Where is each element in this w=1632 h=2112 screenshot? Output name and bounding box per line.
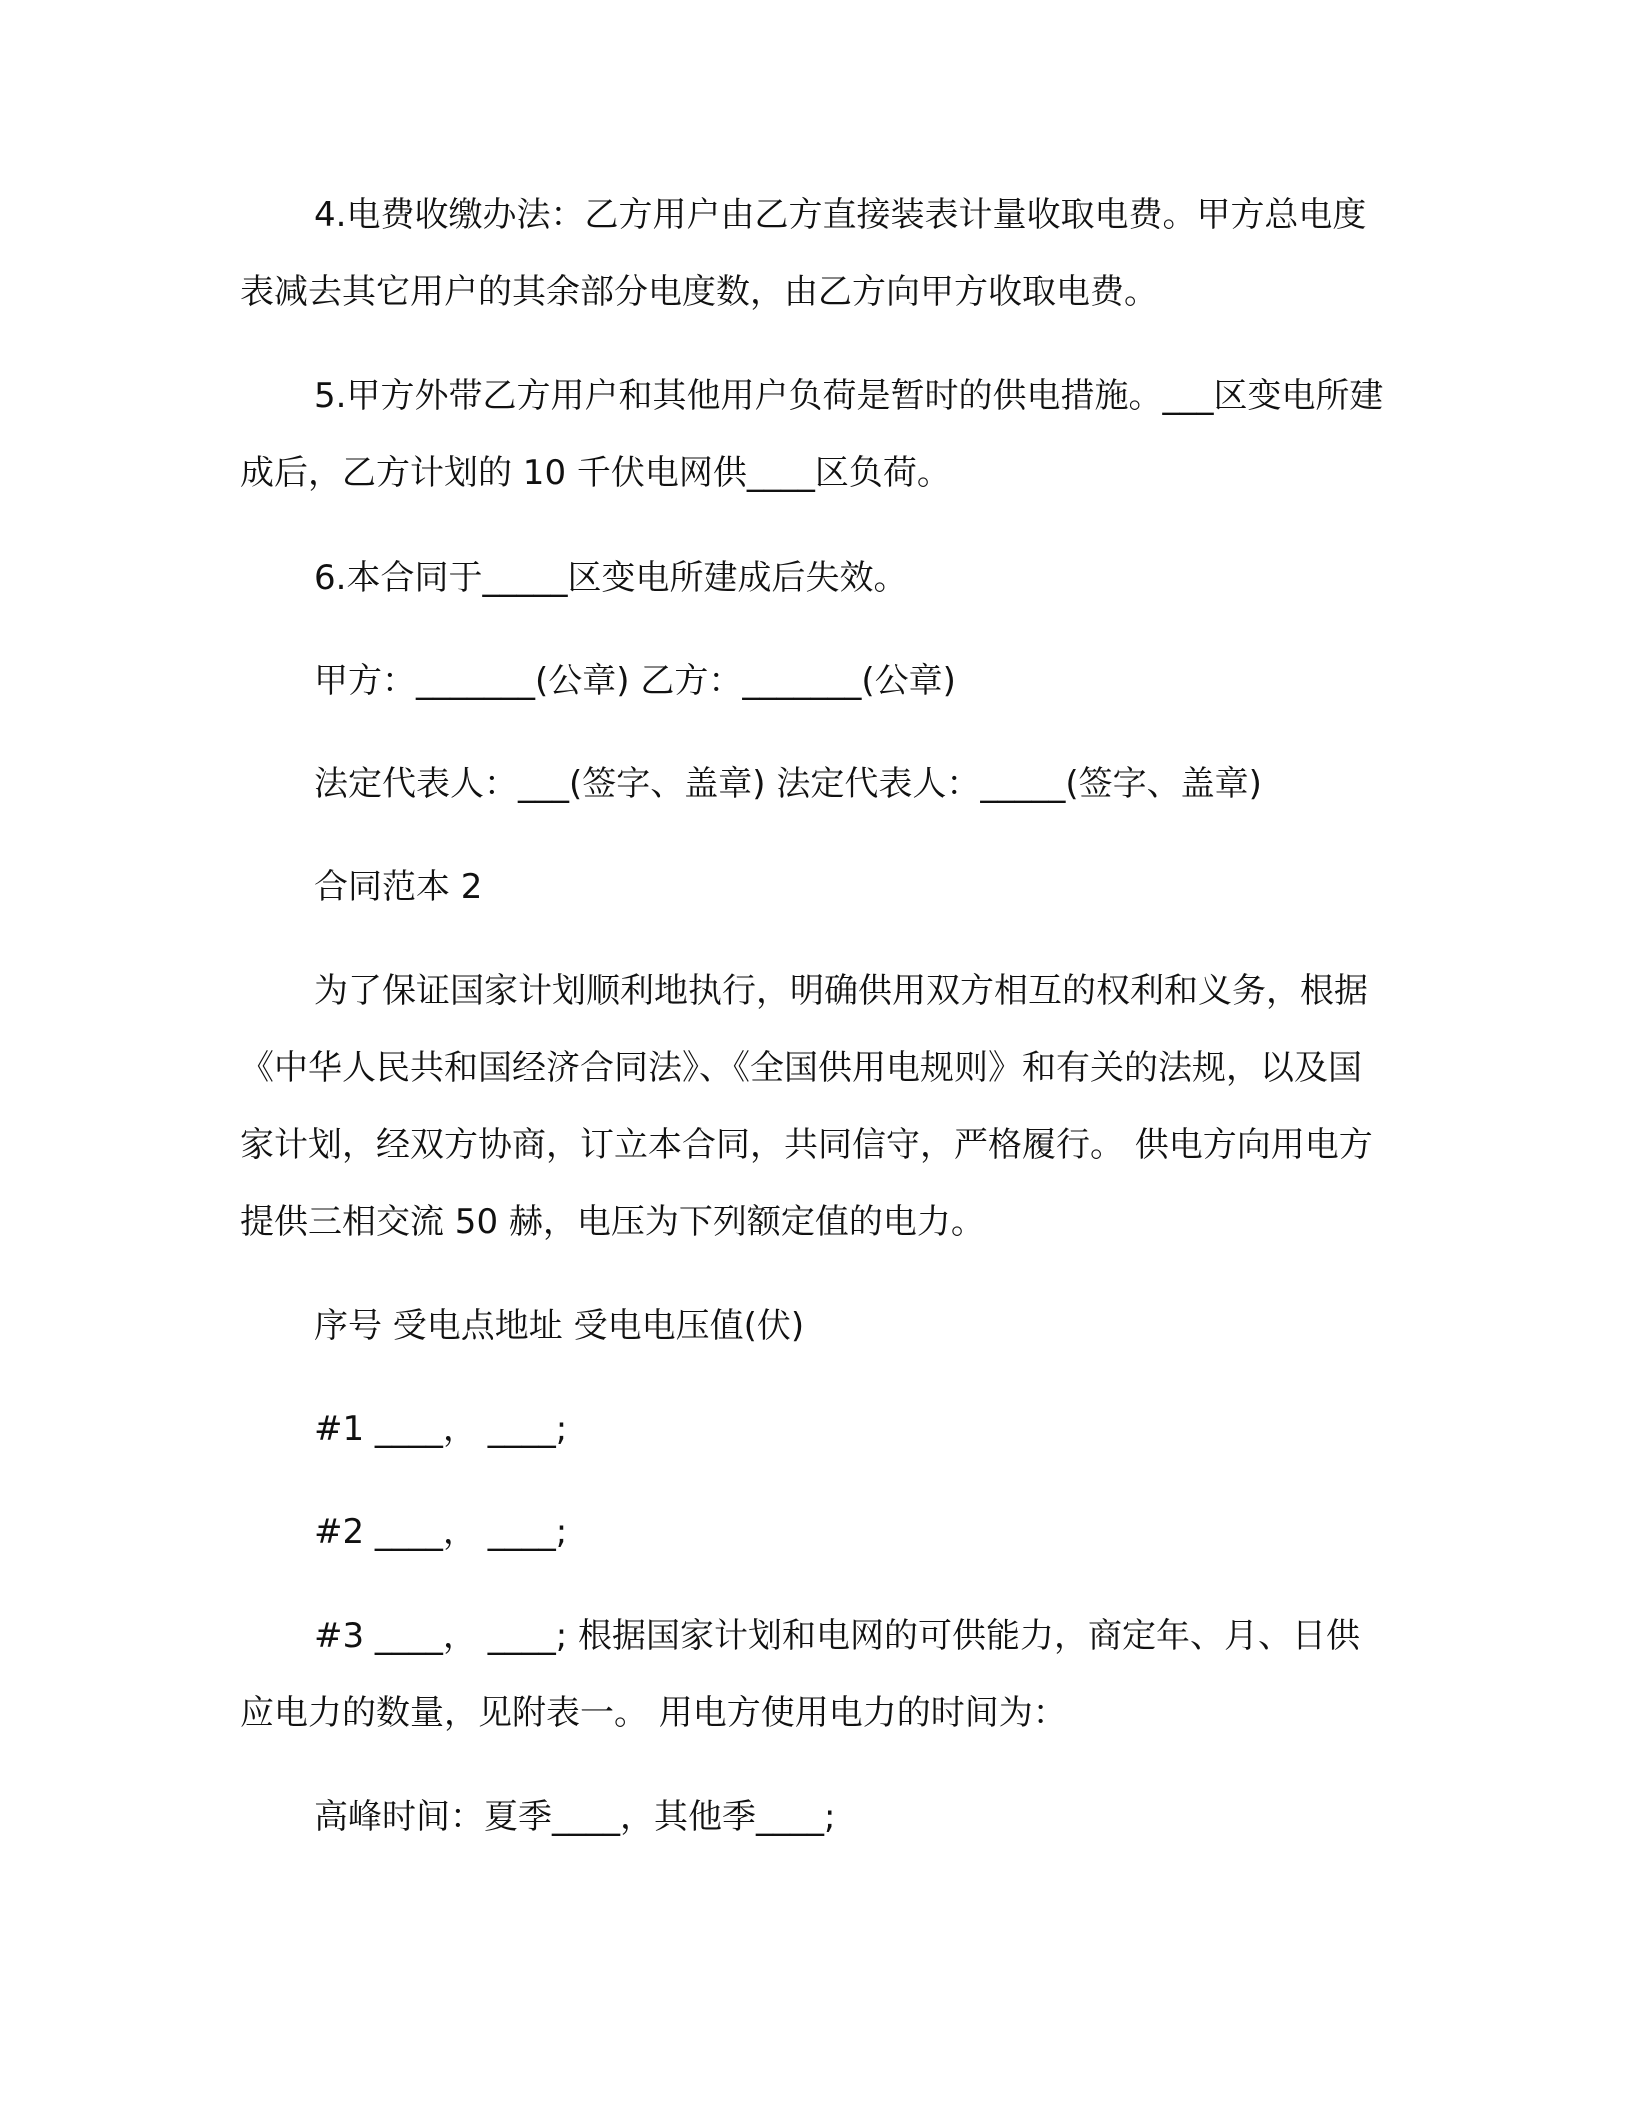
section-heading-contract-2: 合同范本 2: [314, 867, 483, 907]
peak-time-line: 高峰时间：夏季____，其他季____;: [314, 1797, 836, 1837]
supply-table-header: 序号 受电点地址 受电电压值(伏): [314, 1306, 805, 1346]
clause-5-temporary-supply: 5.甲方外带乙方用户和其他用户负荷是暂时的供电措施。___区变电所建成后，乙方计划的 10 千伏电网供____区负荷。: [240, 376, 1384, 493]
contract-2-preamble: 为了保证国家计划顺利地执行，明确供用双方相互的权利和义务，根据《中华人民共和国经济合同法》、《全国供用电规则》和有关的法规，以及国家计划，经双方协商，订立本合同，共同信守，严格履行。 供电方向用电方提供三相交流 50 赫，电压为下列额定值的电力。: [240, 971, 1373, 1242]
party-seal-line: 甲方：_______(公章) 乙方：_______(公章): [314, 661, 956, 701]
clause-6-expiry: 6.本合同于_____区变电所建成后失效。: [314, 558, 908, 598]
supply-row-2: #2 ____， ____;: [314, 1512, 568, 1552]
supply-row-1: #1 ____， ____;: [314, 1409, 568, 1449]
clause-4-billing: 4.电费收缴办法：乙方用户由乙方直接装表计量收取电费。甲方总电度表减去其它用户的其余部分电度数，由乙方向甲方收取电费。: [240, 195, 1367, 312]
legal-representative-line: 法定代表人：___(签字、盖章) 法定代表人：_____(签字、盖章): [314, 764, 1262, 804]
supply-row-3: #3 ____， ____; 根据国家计划和电网的可供能力，商定年、月、日供应电力的数量，见附表一。 用电方使用电力的时间为：: [240, 1616, 1360, 1733]
